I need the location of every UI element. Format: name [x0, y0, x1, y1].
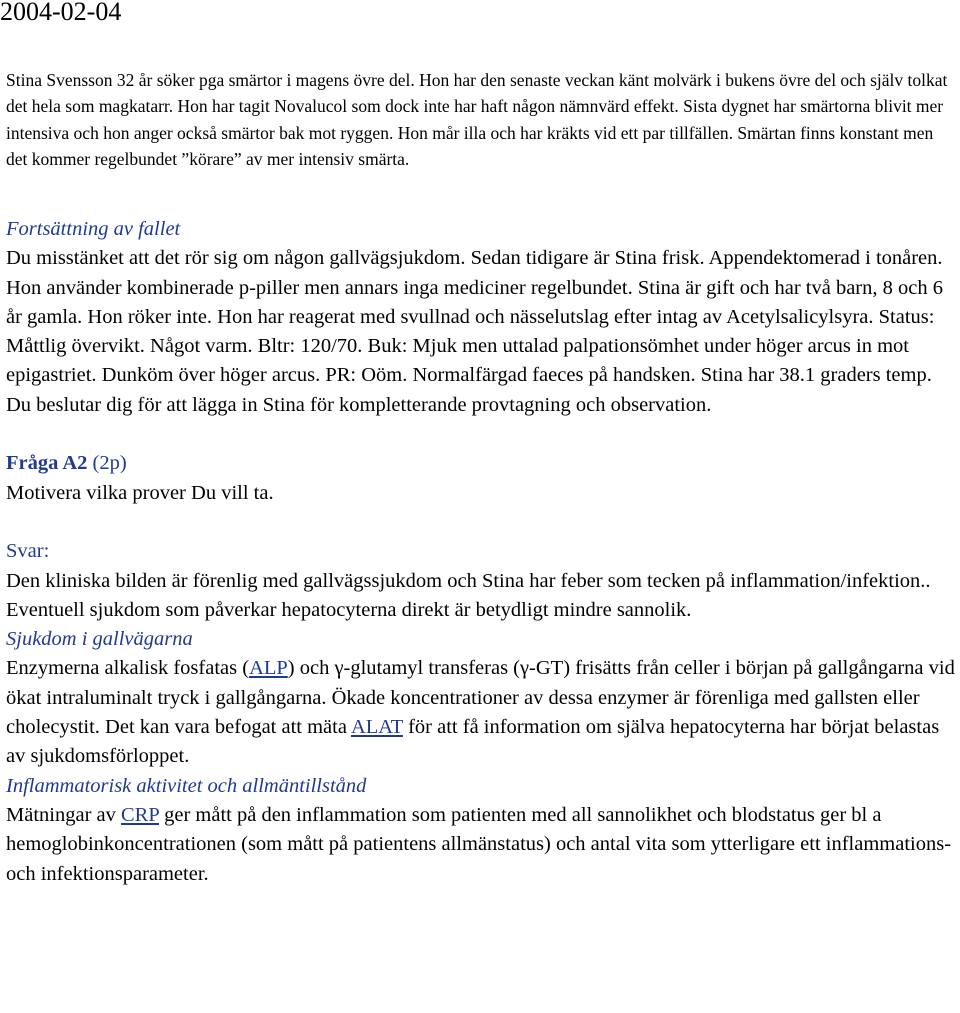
section-inflammation-paragraph — [6, 801, 956, 889]
question-label: Fråga A2 — [6, 452, 88, 475]
answer-paragraph: Den kliniska bilden är förenlig med gallvägssjukdom och Stina har feber som tecken på inflammation/infektion.. Eventuell sjukdom som påverkar hepatocyterna direkt är betydligt mindre sannolik. — [6, 569, 931, 621]
document-date: 2004-02-04 — [0, 0, 122, 26]
case-continuation-heading: Fortsättning av fallet — [6, 218, 181, 240]
question-points: (2p) — [92, 452, 127, 475]
question-heading-line — [6, 449, 956, 478]
alp-link[interactable]: ALP — [249, 657, 288, 680]
case-intro-paragraph: Stina Svensson 32 år söker pga smärtor i magens övre del. Hon har den senaste veckan känt molvärk i bukens övre del och själv tolkat det hela som magkatarr. Hon har tagit Novalucol som dock inte har haft någon nämnvärd effekt. Sista dygnet har smärtorna blivit mer intensiva och hon anger också smärtor bak mot ryggen. Hon mår illa och har kräkts vid ett par tillfällen. Smärtan finns konstant men det kommer regelbundet ”körare” av mer intensiv smärta. — [6, 70, 948, 169]
inflammation-text-2: ger mått på den inflammation som patienten med all sannolikhet och blodstatus ger bl a hemoglobinkoncentrationen (som mått på patientens allmänstatus) och antal vita som ytterligare ett inflammations- och infektionsparameter. — [6, 803, 952, 885]
case-continuation-paragraph: Du misstänket att det rör sig om någon gallvägsjukdom. Sedan tidigare är Stina frisk. Appendektomerad i tonåren. Hon använder kombinerade p-piller men annars inga mediciner regelbundet. Stina är gift och har två barn, 8 och 6 år gamla. Hon röker inte. Hon har reagerat med svullnad och nässelutslag efter intag av Acetylsalicylsyra. Status: Måttlig övervikt. Något varm. Bltr: 120/70. Buk: Mjuk men uttalad palpationsömhet under höger arcus in mot epigastriet. Dunköm över höger arcus. PR: Oöm. Normalfärgad faeces på handsken. Stina har 38.1 graders temp. Du beslutar dig för att lägga in Stina för kompletterande provtagning och observation. — [6, 247, 943, 416]
biliary-text-3: för att få information om själva hepatocyterna har börjat belastas av sjukdomsförloppet. — [6, 716, 940, 768]
alat-link[interactable]: ALAT — [350, 716, 403, 739]
question-text: Motivera vilka prover Du vill ta. — [6, 481, 274, 504]
answer-label: Svar: — [6, 540, 50, 563]
main-content — [6, 215, 956, 889]
biliary-text-2: ) och γ-glutamyl transferas (γ-GT) frisätts från celler i början på gallgångarna vid ökat intraluminalt tryck i gallgångarna. Ökade koncentrationer av dessa enzymer är förenliga med gallsten eller cholecystit. Det kan vara befogat att mäta — [6, 657, 955, 739]
section-biliary-paragraph — [6, 654, 956, 771]
section-biliary-heading: Sjukdom i gallvägarna — [6, 628, 193, 651]
section-inflammation-heading: Inflammatorisk aktivitet och allmäntillstånd — [6, 774, 367, 797]
inflammation-text-1: Mätningar av — [6, 803, 121, 826]
spacer — [6, 508, 956, 537]
spacer — [6, 420, 956, 449]
biliary-text-1: Enzymerna alkalisk fosfatas ( — [6, 657, 250, 680]
crp-link[interactable]: CRP — [121, 803, 159, 826]
